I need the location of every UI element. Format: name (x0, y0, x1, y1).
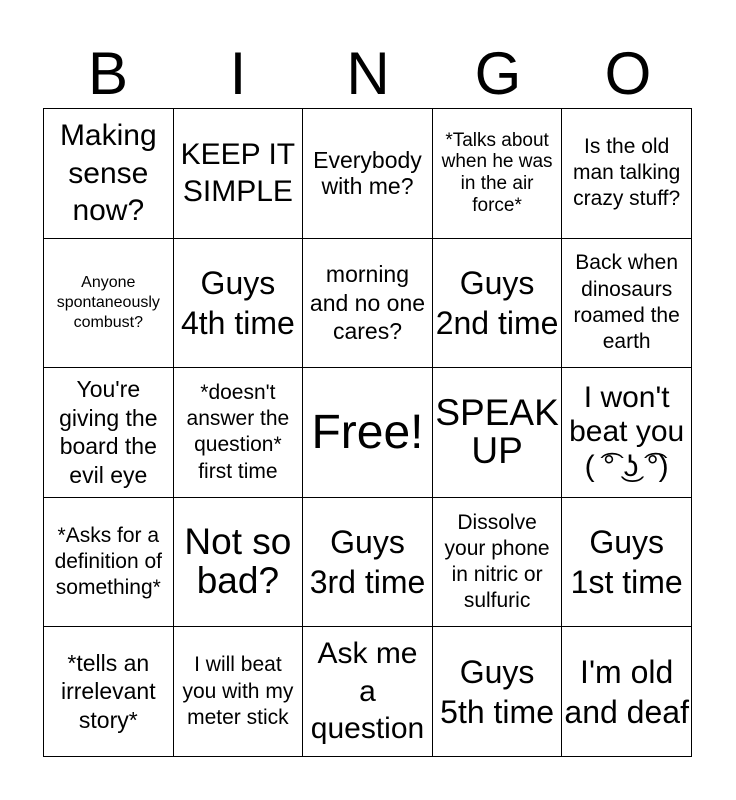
bingo-cell[interactable]: Guys 1st time (562, 498, 692, 628)
bingo-cell[interactable]: *Talks about when he was in the air force* (433, 109, 563, 239)
bingo-cell[interactable]: Guys 5th time (433, 627, 563, 757)
bingo-cell[interactable]: Not so bad? (174, 498, 304, 628)
bingo-cell[interactable]: Guys 4th time (174, 239, 304, 369)
bingo-cell[interactable]: *Asks for a definition of something* (44, 498, 174, 628)
bingo-cell[interactable]: I'm old and deaf (562, 627, 692, 757)
bingo-cell[interactable]: Is the old man talking crazy stuff? (562, 109, 692, 239)
bingo-cell[interactable]: Dissolve your phone in nitric or sulfuric (433, 498, 563, 628)
bingo-cell[interactable]: KEEP IT SIMPLE (174, 109, 304, 239)
bingo-cell[interactable]: SPEAK UP (433, 368, 563, 498)
header-letter-o: O (604, 40, 652, 107)
bingo-cell[interactable]: Ask me a question (303, 627, 433, 757)
free-space-cell[interactable]: Free! (303, 368, 433, 498)
bingo-cell[interactable]: Making sense now? (44, 109, 174, 239)
header-letter-g: G (474, 40, 522, 107)
bingo-cell[interactable]: *tells an irrelevant story* (44, 627, 174, 757)
bingo-cell[interactable]: I will beat you with my meter stick (174, 627, 304, 757)
bingo-cell[interactable]: Back when dinosaurs roamed the earth (562, 239, 692, 369)
bingo-cell[interactable]: Guys 2nd time (433, 239, 563, 369)
header-letter-n: N (346, 40, 390, 107)
bingo-cell[interactable]: morning and no one cares? (303, 239, 433, 369)
header-letter-i: I (229, 40, 247, 107)
bingo-cell[interactable]: Everybody with me? (303, 109, 433, 239)
bingo-cell[interactable]: Anyone spontaneously combust? (44, 239, 174, 369)
bingo-cell[interactable]: *doesn't answer the question* first time (174, 368, 304, 498)
bingo-cell[interactable]: You're giving the board the evil eye (44, 368, 174, 498)
header-letter-b: B (87, 40, 129, 107)
bingo-cell[interactable]: I won't beat you ( ͡° ͜ʖ ͡°) (562, 368, 692, 498)
bingo-header (43, 40, 693, 108)
bingo-board (43, 108, 692, 757)
bingo-cell[interactable]: Guys 3rd time (303, 498, 433, 628)
